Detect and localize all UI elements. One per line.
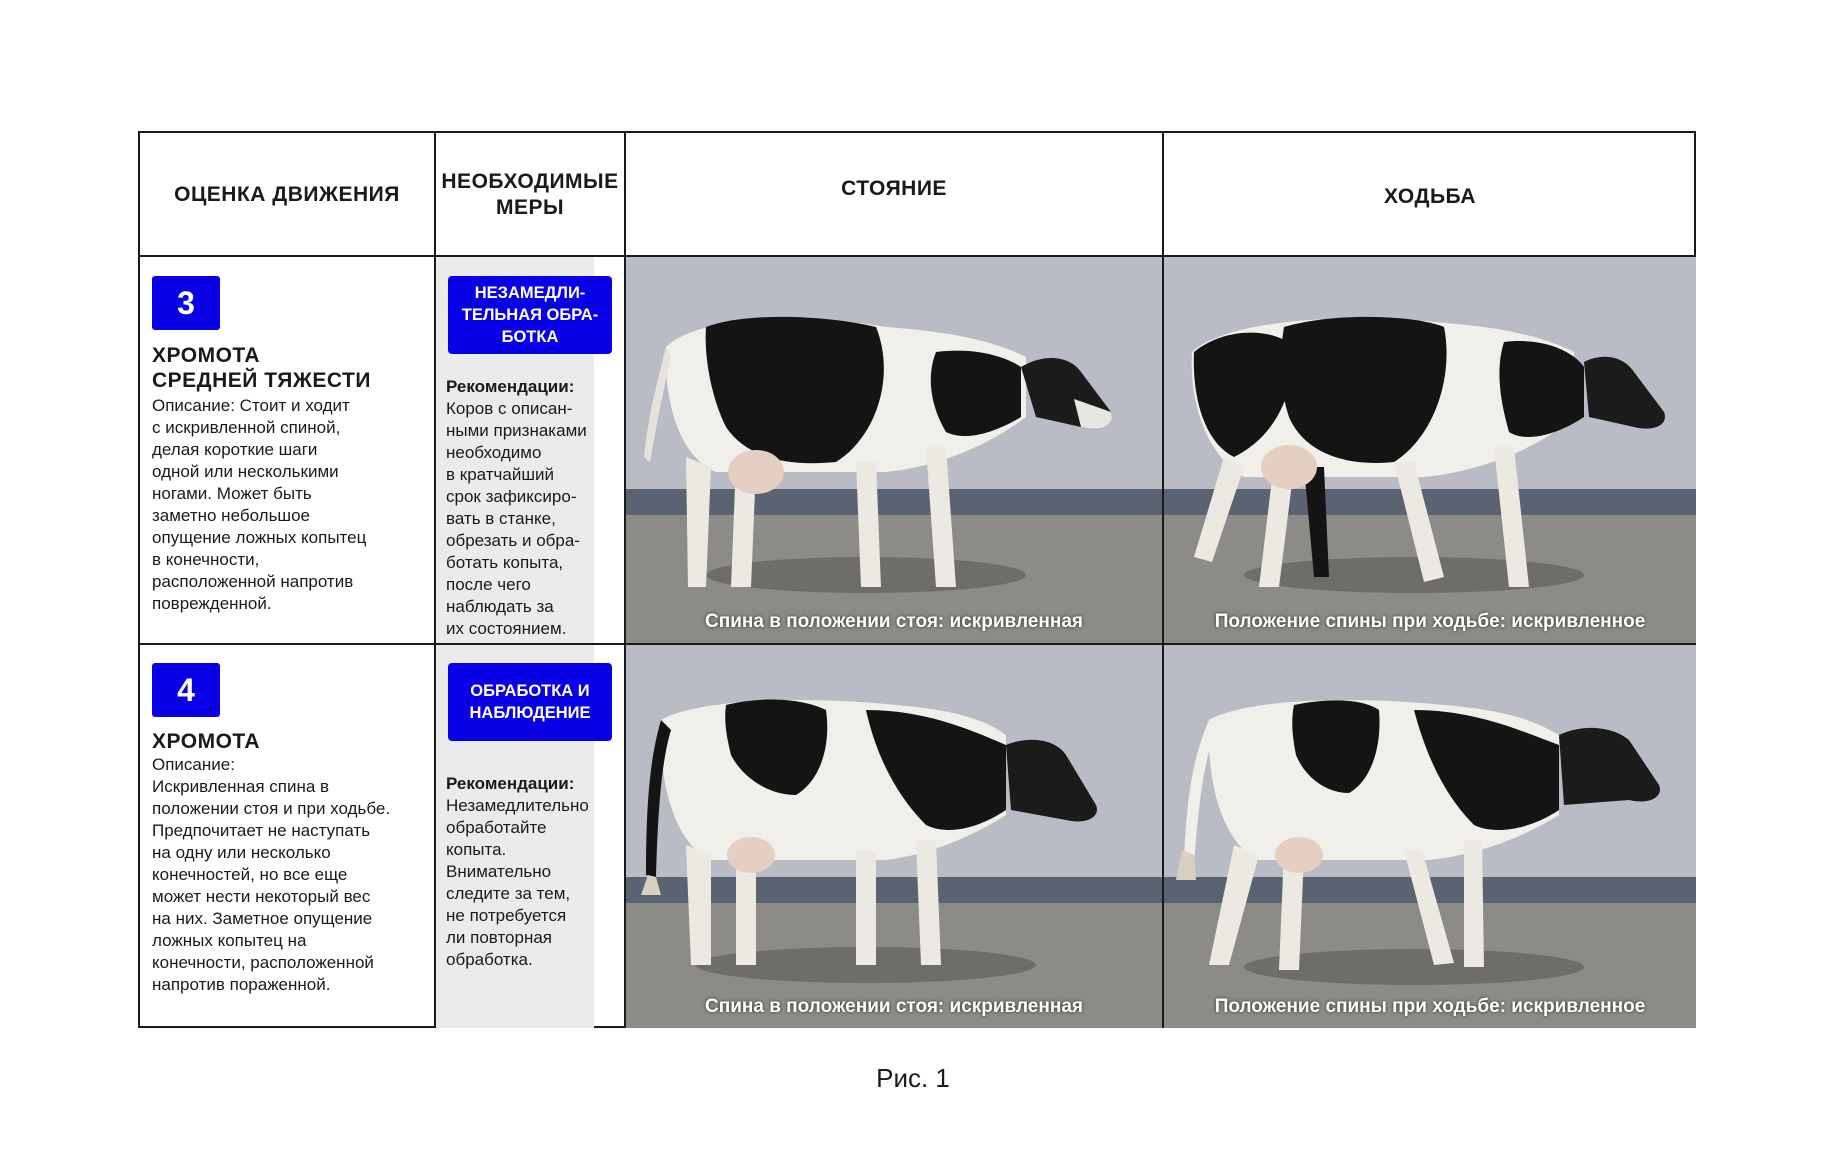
lameness-table	[138, 131, 1696, 1028]
walking-photo	[1164, 257, 1696, 643]
recommendations-title: Рекомендации:	[446, 774, 575, 793]
header-measures: НЕОБХОДИМЫЕ МЕРЫ	[441, 170, 619, 219]
recommendations-title: Рекомендации:	[446, 377, 575, 396]
severity-title: ХРОМОТА СРЕДНЕЙ ТЯЖЕСТИ	[152, 344, 371, 392]
walking-caption: Положение спины при ходьбе: искривленное	[1214, 996, 1646, 1017]
standing-caption: Спина в положении стоя: искривленная	[705, 611, 1083, 632]
action-badge: НЕЗАМЕДЛИ- ТЕЛЬНАЯ ОБРА- БОТКА	[448, 276, 612, 354]
cow-walking-illustration	[1164, 257, 1696, 643]
standing-photo	[626, 645, 1162, 1028]
header-standing: СТОЯНИЕ	[841, 177, 947, 200]
score-badge: 3	[152, 276, 220, 330]
col-divider	[434, 133, 436, 1026]
action-badge: ОБРАБОТКА И НАБЛЮДЕНИЕ	[448, 663, 612, 741]
header-walking: ХОДЬБА	[1383, 185, 1477, 208]
score-badge: 4	[152, 663, 220, 717]
description: Описание: Стоит и ходит с искривленной спиной, делая короткие шаги одной или несколькими ногами. Может быть заметно небольшое опущение ложных копытец в конечности, расположенной напротив поврежденной.	[152, 396, 367, 613]
recommendations-text: Коров с описан- ными признаками необходимо в кратчайший срок зафиксиро- вать в станке, обрезать и обра- ботать копыта, после чего наблюдать за их состоянием.	[446, 399, 587, 638]
cow-standing-illustration	[626, 645, 1162, 1028]
figure-caption: Рис. 1	[876, 1063, 950, 1093]
standing-caption: Спина в положении стоя: искривленная	[705, 996, 1083, 1017]
severity-title: ХРОМОТА	[152, 730, 261, 753]
cow-standing-illustration	[626, 257, 1162, 643]
walking-photo	[1164, 645, 1696, 1028]
recommendations-text: Незамедлительно обработайте копыта. Внимательно следите за тем, не потребуется ли повторная обработка.	[446, 796, 589, 969]
cow-walking-illustration	[1164, 645, 1696, 1028]
walking-caption: Положение спины при ходьбе: искривленное	[1214, 611, 1646, 632]
standing-photo	[626, 257, 1162, 643]
description: Описание: Искривленная спина в положении стоя и при ходьбе. Предпочитает не наступать на одну или несколько конечностей, но все еще может нести некоторый вес на них. Заметное опущение ложных копытец на конечности, расположенной напротив пораженной.	[152, 755, 391, 994]
header-assessment: ОЦЕНКА ДВИЖЕНИЯ	[174, 183, 400, 206]
